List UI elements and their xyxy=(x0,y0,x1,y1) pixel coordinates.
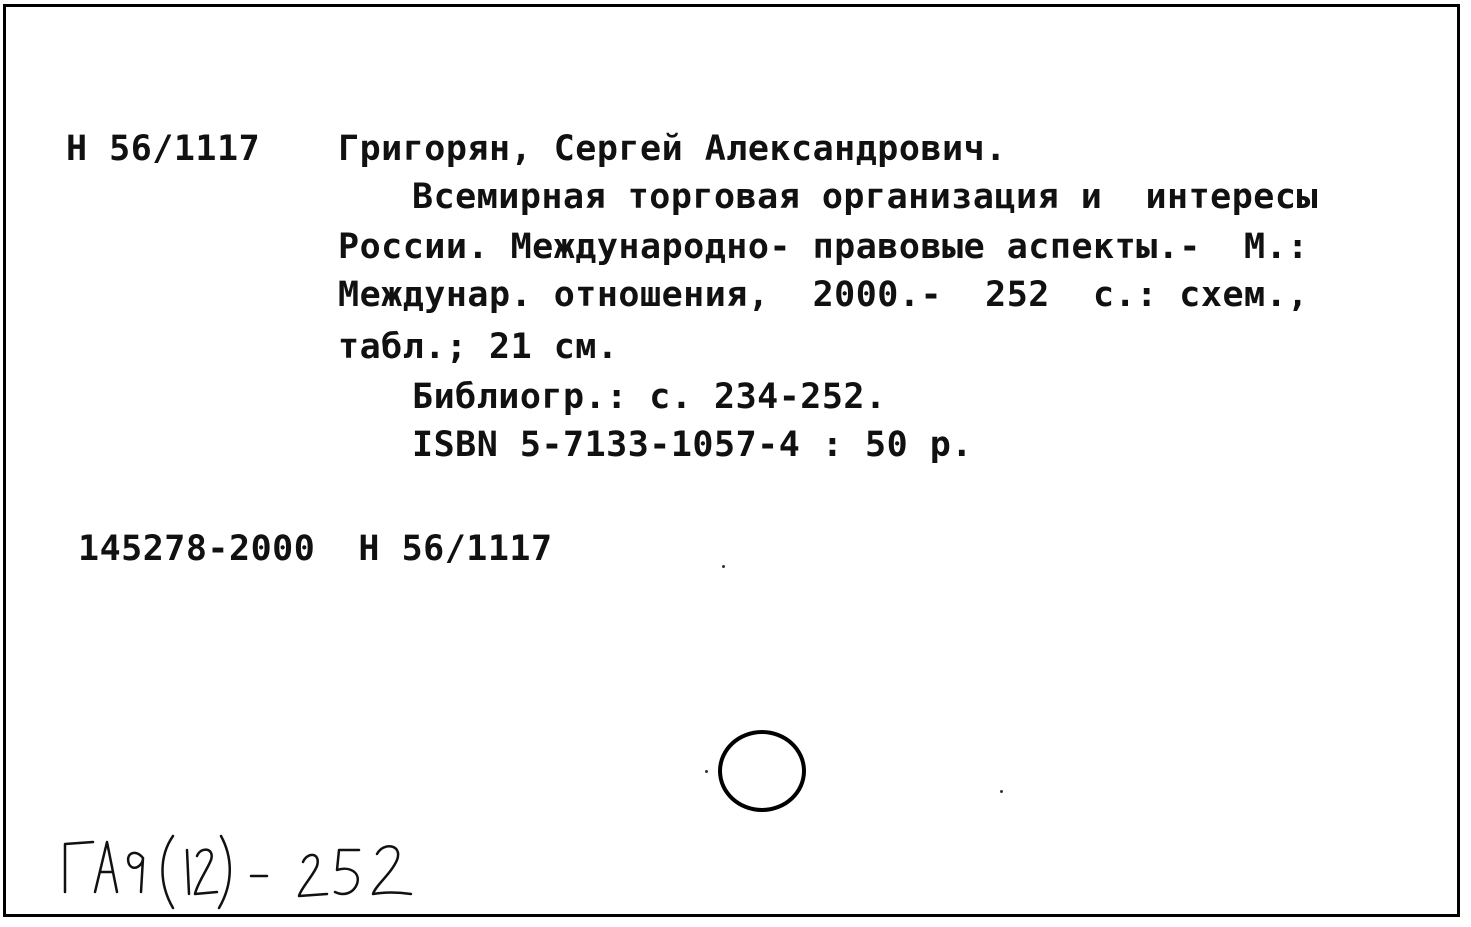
card-punch-hole xyxy=(718,730,806,812)
title-line-4: табл.; 21 см. xyxy=(338,327,619,367)
bibliography-note: Библиогр.: с. 234-252. xyxy=(412,377,887,417)
title-line-2: России. Международно- правовые аспекты.- М.: xyxy=(338,227,1309,267)
title-line-1: Всемирная торговая организация и интересы xyxy=(412,177,1319,217)
shelf-mark: Н 56/1117 xyxy=(66,129,261,169)
isbn-price: ISBN 5-7133-1057-4 : 50 р. xyxy=(412,425,973,465)
stray-dot xyxy=(705,770,708,773)
handwritten-note xyxy=(55,822,455,917)
author-line: Григорян, Сергей Александрович. xyxy=(338,129,1007,169)
inventory-line: 145278-2000 Н 56/1117 xyxy=(78,529,553,569)
stray-dot xyxy=(722,565,725,568)
title-line-3: Междунар. отношения, 2000.- 252 с.: схем., xyxy=(338,275,1309,315)
stray-dot xyxy=(1000,790,1003,793)
